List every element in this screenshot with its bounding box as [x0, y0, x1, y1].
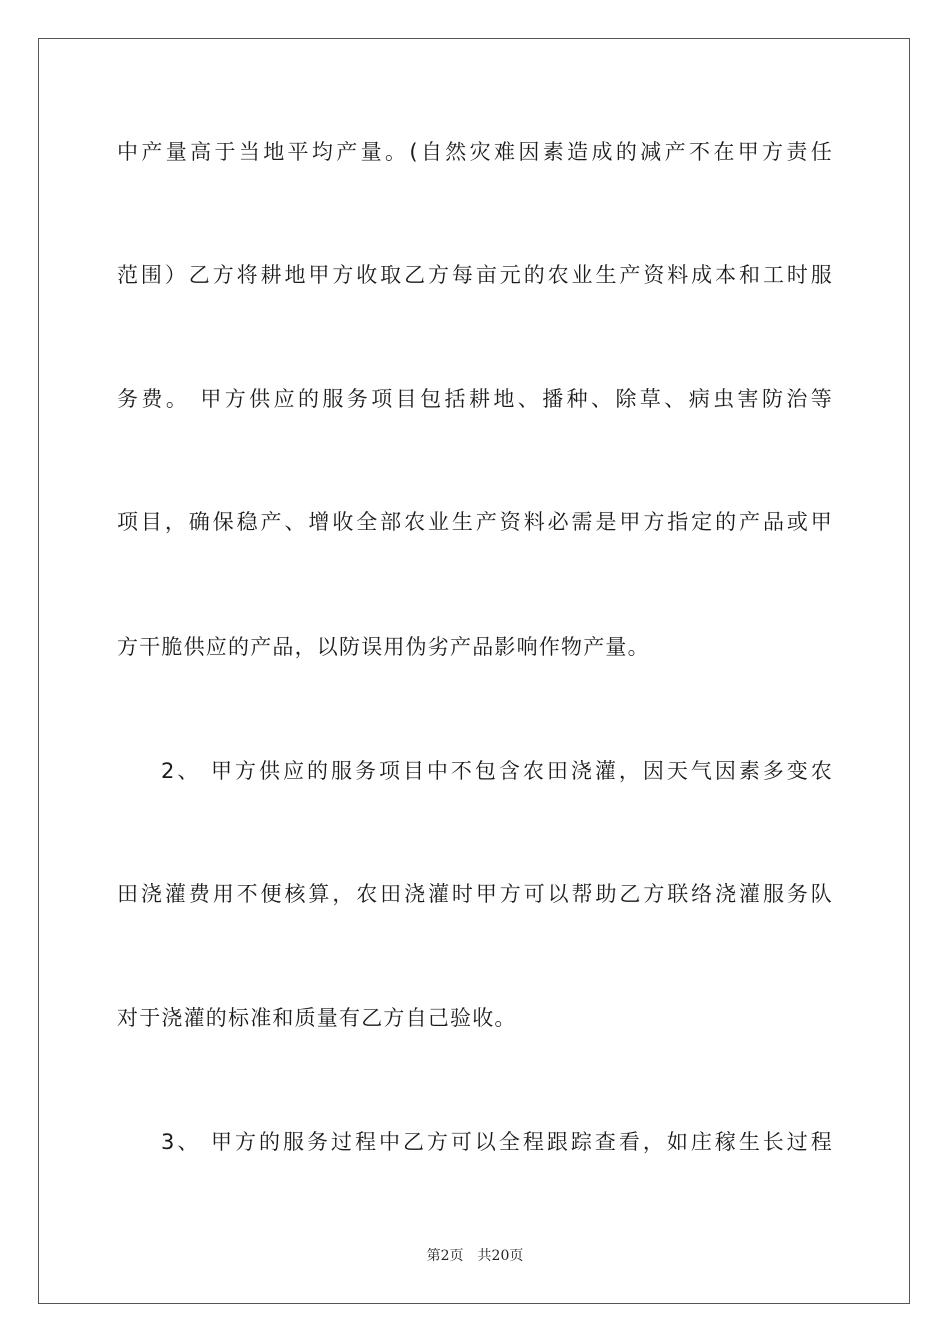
page-number: 第2页 — [426, 1248, 464, 1264]
body-line-8: 对于浇灌的标准和质量有乙方自己验收。 — [117, 1006, 517, 1030]
body-line-9-item-3: 3、 甲方的服务过程中乙方可以全程跟踪查看，如庄稼生长过程 — [161, 1130, 833, 1154]
page-total: 共20页 — [477, 1248, 524, 1264]
body-line-7: 田浇灌费用不便核算，农田浇灌时甲方可以帮助乙方联络浇灌服务队 — [117, 882, 833, 906]
page-footer — [0, 1246, 950, 1266]
body-line-6-item-2: 2、 甲方供应的服务项目中不包含农田浇灌，因天气因素多变农 — [161, 759, 833, 783]
body-line-1: 中产量高于当地平均产量。(自然灾难因素造成的减产不在甲方责任 — [117, 140, 833, 164]
body-line-5: 方干脆供应的产品，以防误用伪劣产品影响作物产量。 — [117, 635, 650, 659]
body-line-3: 务费。 甲方供应的服务项目包括耕地、播种、除草、病虫害防治等 — [117, 387, 833, 411]
body-line-4: 项目，确保稳产、增收全部农业生产资料必需是甲方指定的产品或甲 — [117, 510, 833, 534]
page-border — [38, 38, 910, 1304]
body-line-2: 范围）乙方将耕地甲方收取乙方每亩元的农业生产资料成本和工时服 — [117, 263, 833, 287]
